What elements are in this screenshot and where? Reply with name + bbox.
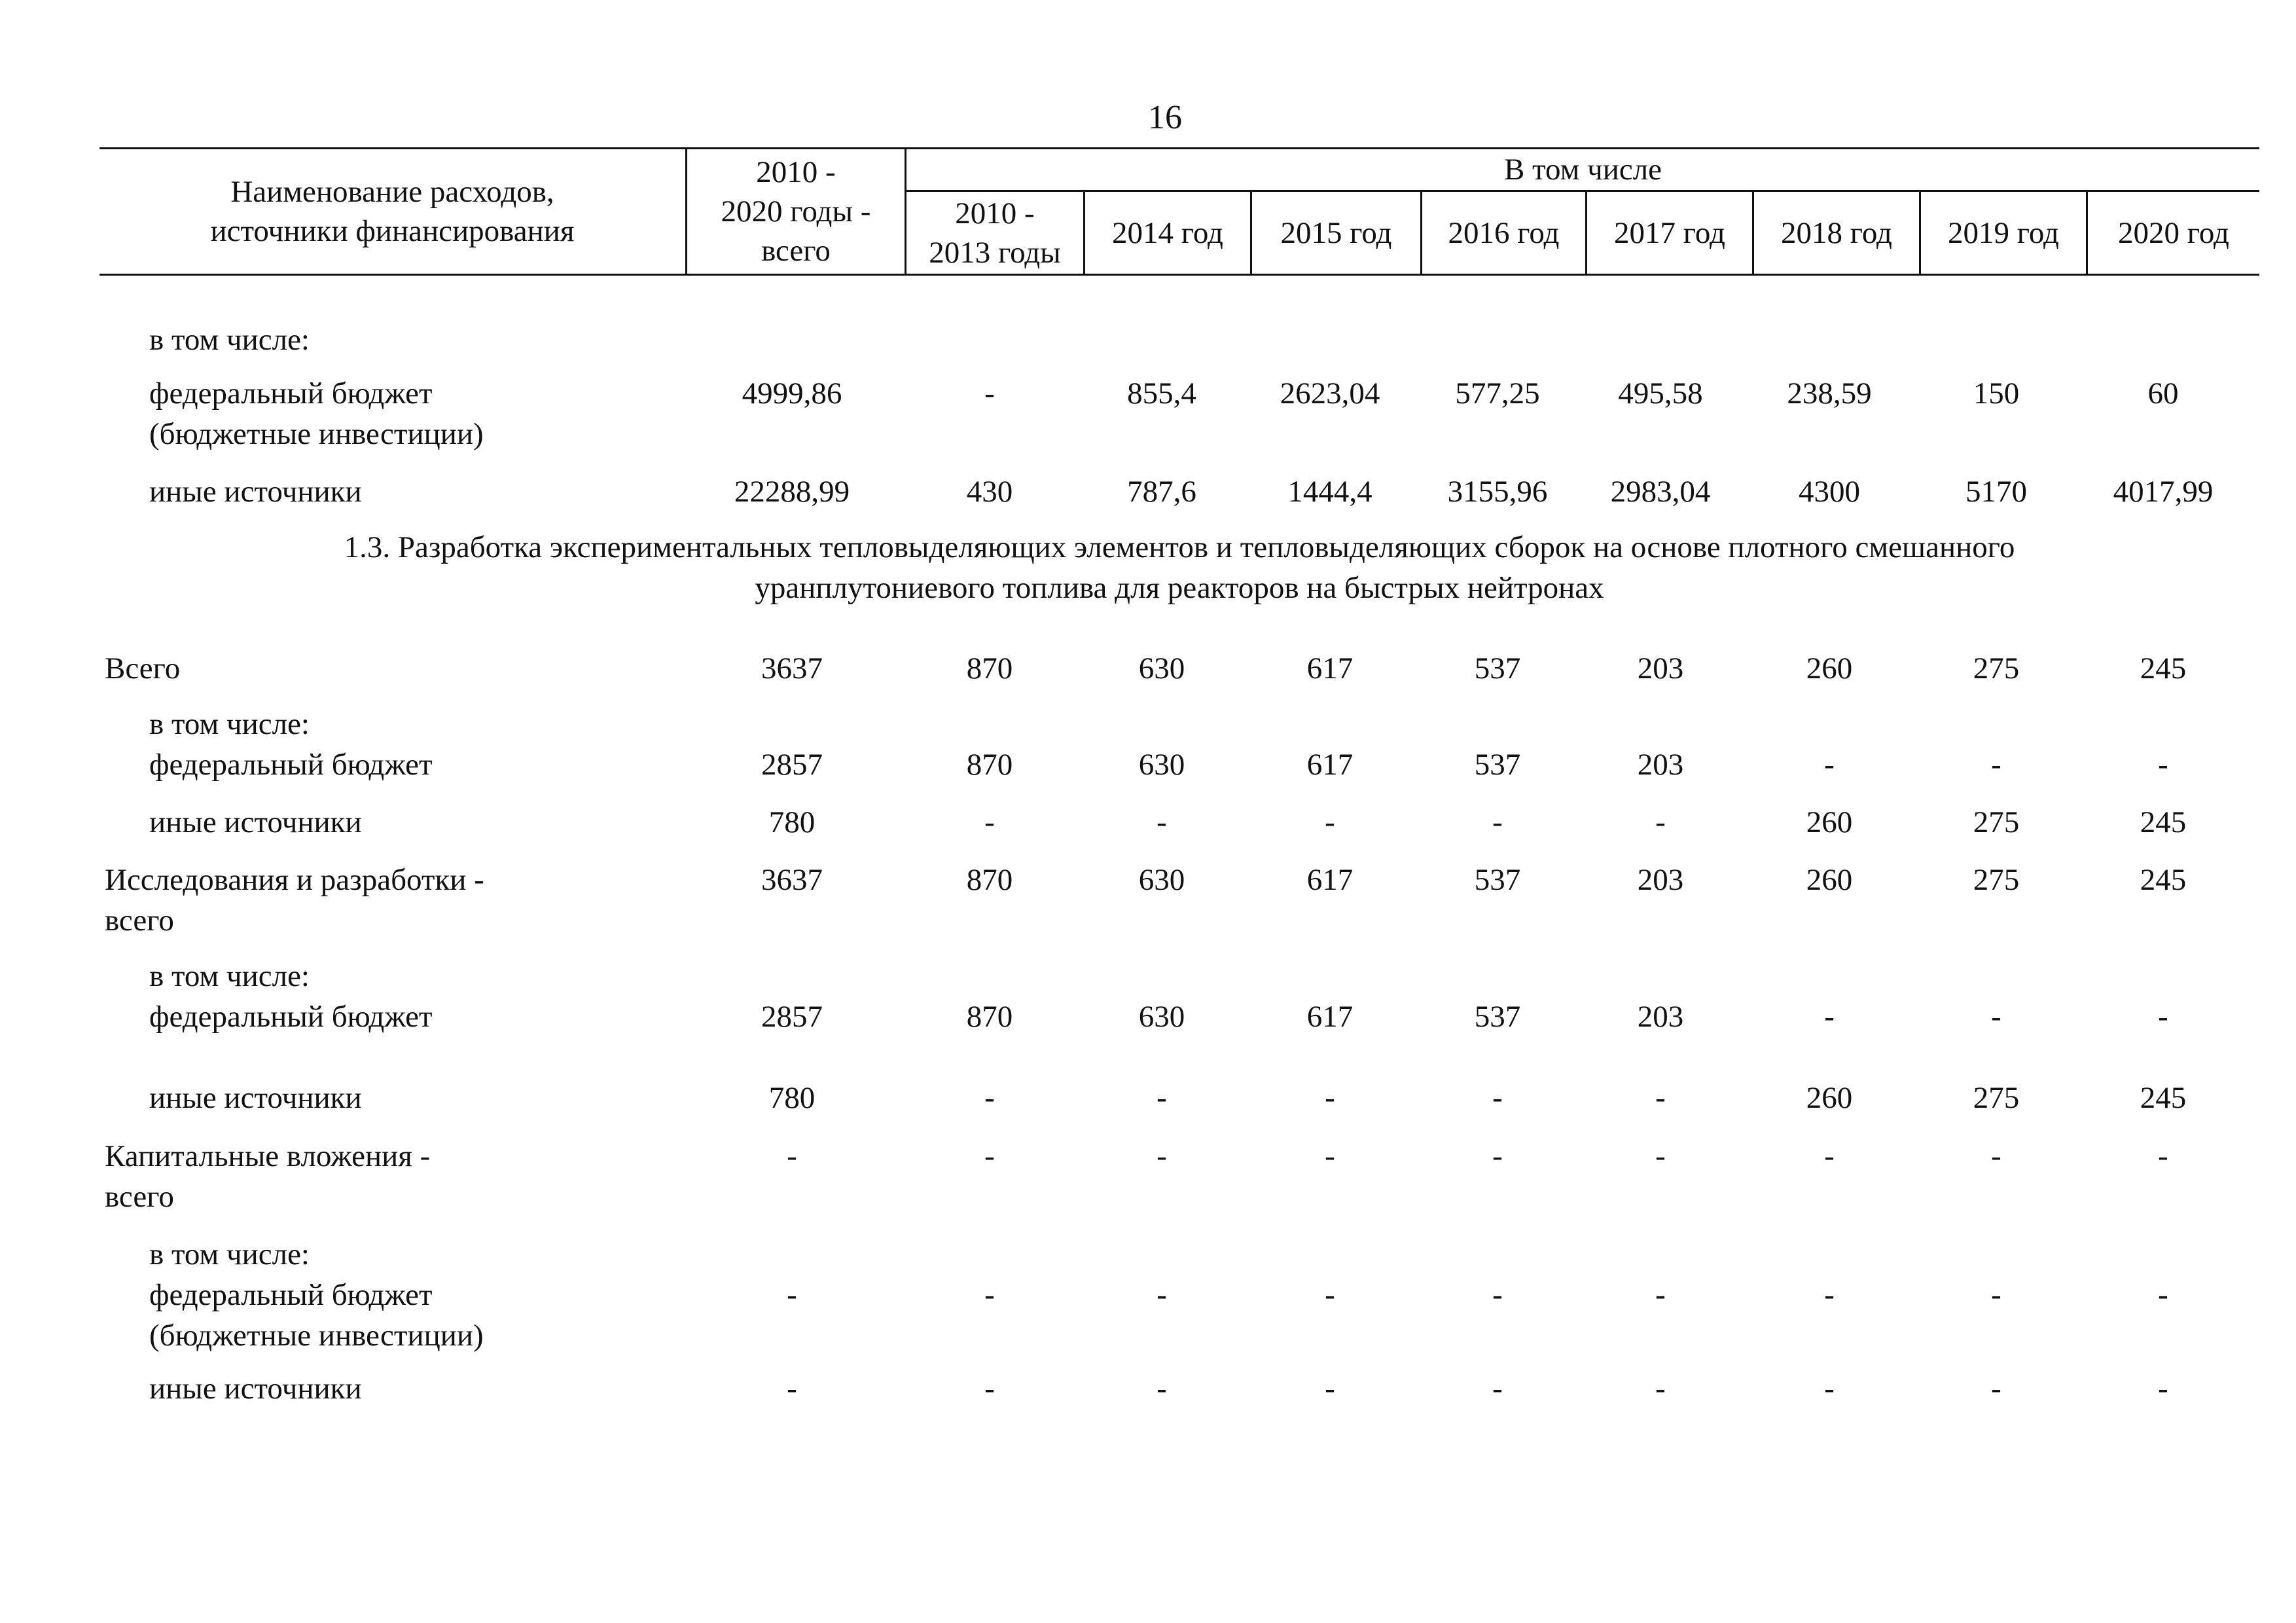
row-value: 22288,99 — [734, 475, 850, 509]
row-value: - — [2158, 1278, 2168, 1312]
row-value: 577,25 — [1455, 376, 1540, 410]
row-value: 855,4 — [1127, 376, 1196, 410]
row-label: (бюджетные инвестиции) — [149, 1319, 484, 1353]
row-label: федеральный бюджет — [149, 748, 433, 782]
row-value: 630 — [1138, 863, 1185, 897]
row-value: 780 — [768, 805, 816, 839]
row-value: 203 — [1637, 1000, 1684, 1034]
row-value: 245 — [2140, 651, 2187, 685]
header-year-2016: 2016 год — [1448, 215, 1560, 250]
row-value: - — [2158, 748, 2168, 782]
row-value: 3637 — [761, 651, 823, 685]
row-value: - — [787, 1139, 797, 1173]
row-value: 4017,99 — [2113, 475, 2214, 509]
row-value: 245 — [2140, 863, 2187, 897]
row-value: - — [2158, 1139, 2168, 1173]
row-value: 537 — [1474, 863, 1521, 897]
row-value: 870 — [966, 748, 1013, 782]
row-value: 430 — [966, 475, 1013, 509]
row-value: 203 — [1637, 863, 1684, 897]
row-value: - — [1655, 1139, 1666, 1173]
row-value: - — [1492, 1278, 1503, 1312]
row-value: - — [1325, 805, 1335, 839]
row-value: 630 — [1138, 1000, 1185, 1034]
row-value: - — [1824, 1139, 1835, 1173]
row-value: - — [787, 1372, 797, 1406]
row-value: 3637 — [761, 863, 823, 897]
row-label: федеральный бюджет — [149, 1000, 433, 1034]
row-value: 617 — [1306, 651, 1354, 685]
section-title — [99, 527, 2259, 608]
row-value: 4300 — [1799, 475, 1860, 509]
row-label: всего — [105, 903, 174, 938]
row-value: - — [2158, 1000, 2168, 1034]
row-value: 275 — [1973, 651, 2020, 685]
row-label: федеральный бюджет — [149, 376, 433, 410]
row-value: - — [1991, 1000, 2001, 1034]
section-title-line: 1.3. Разработка экспериментальных тепловыделяющих элементов и тепловыделяющих сборок на основе плотного смешанного — [344, 530, 2015, 564]
row-value: 537 — [1474, 748, 1521, 782]
row-value: 2857 — [761, 1000, 823, 1034]
row-value: - — [1325, 1372, 1335, 1406]
row-value: 260 — [1806, 651, 1853, 685]
row-value: - — [1157, 1278, 1167, 1312]
row-label: в том числе: — [149, 707, 310, 741]
row-value: - — [2158, 1372, 2168, 1406]
row-value: 203 — [1637, 651, 1684, 685]
header-name-column — [99, 149, 685, 274]
row-value: 1444,4 — [1287, 475, 1372, 509]
row-value: 260 — [1806, 805, 1853, 839]
header-year-line: 2013 годы — [929, 235, 1061, 270]
row-value: - — [1824, 1278, 1835, 1312]
header-total-line: 2020 годы - — [721, 194, 871, 228]
row-value: 2623,04 — [1280, 376, 1380, 410]
row-value: - — [1991, 1139, 2001, 1173]
row-value: - — [984, 1278, 995, 1312]
row-label: всего — [105, 1180, 174, 1214]
row-value: - — [1655, 1081, 1666, 1115]
row-value: - — [1655, 805, 1666, 839]
row-value: 245 — [2140, 805, 2187, 839]
row-label: в том числе: — [149, 959, 310, 993]
row-value: - — [1325, 1081, 1335, 1115]
row-value: 260 — [1806, 863, 1853, 897]
row-value: - — [1492, 1372, 1503, 1406]
row-value: - — [1492, 1081, 1503, 1115]
header-year-2010-2013 — [906, 192, 1083, 274]
row-label: федеральный бюджет — [149, 1278, 433, 1312]
row-value: - — [1824, 1372, 1835, 1406]
row-value: 4999,86 — [742, 376, 842, 410]
header-total-line: 2010 - — [756, 155, 836, 189]
row-value: 275 — [1973, 1081, 2020, 1115]
row-value: - — [1157, 1139, 1167, 1173]
header-year-2015: 2015 год — [1280, 215, 1392, 250]
row-value: - — [984, 805, 995, 839]
header-total-line: всего — [761, 234, 831, 268]
row-value: - — [1492, 1139, 1503, 1173]
header-including: В том числе — [1503, 153, 1662, 187]
header-name-line: Наименование расходов, — [230, 175, 554, 209]
row-value: - — [1157, 1081, 1167, 1115]
row-label: Капитальные вложения - — [105, 1139, 431, 1173]
row-value: - — [984, 376, 995, 410]
header-year-2019: 2019 год — [1948, 215, 2059, 250]
row-value: - — [1655, 1278, 1666, 1312]
header-total-column — [687, 149, 905, 274]
row-value: - — [1492, 805, 1503, 839]
row-label: иные источники — [149, 475, 362, 509]
row-value: 630 — [1138, 748, 1185, 782]
row-value: 275 — [1973, 805, 2020, 839]
row-value: 150 — [1973, 376, 2020, 410]
row-value: 787,6 — [1127, 475, 1196, 509]
header-year-line: 2010 - — [955, 196, 1035, 230]
section-title-line: уранплутониевого топлива для реакторов на быстрых нейтронах — [755, 571, 1604, 605]
row-value: - — [1655, 1372, 1666, 1406]
row-label: иные источники — [149, 1081, 362, 1115]
row-label: иные источники — [149, 805, 362, 839]
row-label: в том числе: — [149, 1237, 310, 1271]
row-value: 537 — [1474, 651, 1521, 685]
header-year-2018: 2018 год — [1781, 215, 1892, 250]
row-value: - — [1157, 805, 1167, 839]
row-value: 275 — [1973, 863, 2020, 897]
row-value: 617 — [1306, 863, 1354, 897]
row-label: Всего — [105, 651, 181, 685]
row-label: в том числе: — [149, 323, 310, 357]
row-value: - — [984, 1081, 995, 1115]
row-value: 245 — [2140, 1081, 2187, 1115]
row-value: - — [1991, 748, 2001, 782]
row-value: 870 — [966, 651, 1013, 685]
row-value: 537 — [1474, 1000, 1521, 1034]
row-value: - — [1325, 1278, 1335, 1312]
row-label: иные источники — [149, 1372, 362, 1406]
row-value: 780 — [768, 1081, 816, 1115]
row-value: - — [1157, 1372, 1167, 1406]
row-value: - — [1325, 1139, 1335, 1173]
row-value: 617 — [1306, 1000, 1354, 1034]
header-name-line: источники финансирования — [210, 214, 575, 248]
header-year-2017: 2017 год — [1614, 215, 1725, 250]
row-label: (бюджетные инвестиции) — [149, 417, 484, 451]
row-value: - — [1824, 1000, 1835, 1034]
row-label: Исследования и разработки - — [105, 863, 484, 897]
row-value: 617 — [1306, 748, 1354, 782]
row-value: - — [1991, 1372, 2001, 1406]
row-value: 630 — [1138, 651, 1185, 685]
table-header — [99, 147, 2259, 276]
row-value: 495,58 — [1618, 376, 1703, 410]
row-value: - — [984, 1139, 995, 1173]
row-value: - — [984, 1372, 995, 1406]
row-value: 5170 — [1965, 475, 2027, 509]
row-value: 60 — [2147, 376, 2179, 410]
row-value: 870 — [966, 863, 1013, 897]
row-value: 2983,04 — [1610, 475, 1711, 509]
header-year-2020: 2020 год — [2118, 215, 2229, 250]
row-value: 238,59 — [1787, 376, 1872, 410]
row-value: 203 — [1637, 748, 1684, 782]
row-value: 3155,96 — [1447, 475, 1548, 509]
row-value: 260 — [1806, 1081, 1853, 1115]
header-bottom-rule — [99, 274, 2259, 276]
header-year-2014: 2014 год — [1112, 215, 1223, 250]
row-value: 2857 — [761, 748, 823, 782]
row-value: - — [1824, 748, 1835, 782]
page-number: 16 — [1148, 99, 1182, 136]
row-value: - — [787, 1278, 797, 1312]
row-value: - — [1991, 1278, 2001, 1312]
row-value: 870 — [966, 1000, 1013, 1034]
